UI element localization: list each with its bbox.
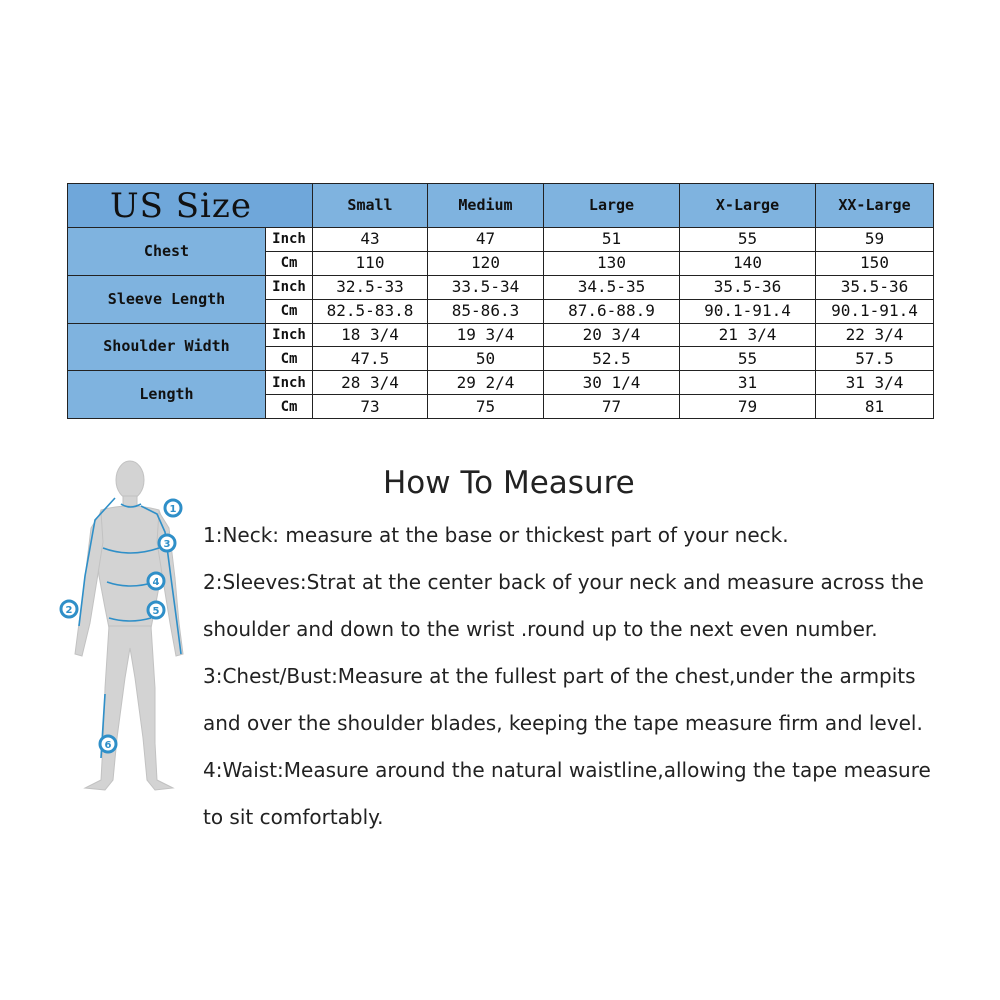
value-cell: 81: [816, 395, 934, 419]
value-cell: 18 3/4: [313, 323, 428, 347]
table-row: [68, 371, 934, 395]
value-cell: 29 2/4: [428, 371, 544, 395]
value-cell: 87.6-88.9: [544, 299, 680, 323]
value-cell: 77: [544, 395, 680, 419]
value-cell: 59: [816, 228, 934, 252]
value-cell: 30 1/4: [544, 371, 680, 395]
row-label-shoulder-width: Shoulder Width: [68, 323, 266, 371]
value-cell: 28 3/4: [313, 371, 428, 395]
table-row: [68, 275, 934, 299]
marker-3-label: 3: [163, 539, 171, 550]
size-header-small: Small: [313, 184, 428, 228]
size-header-medium: Medium: [428, 184, 544, 228]
unit-cell: Cm: [266, 251, 313, 275]
marker-4-label: 4: [152, 577, 160, 588]
section-title: How To Measure: [383, 465, 635, 501]
value-cell: 31 3/4: [816, 371, 934, 395]
value-cell: 34.5-35: [544, 275, 680, 299]
instruction-line: to sit comfortably.: [203, 805, 384, 829]
unit-cell: Inch: [266, 371, 313, 395]
row-label-chest: Chest: [68, 228, 266, 276]
value-cell: 20 3/4: [544, 323, 680, 347]
value-cell: 85-86.3: [428, 299, 544, 323]
value-cell: 130: [544, 251, 680, 275]
table-row: [68, 323, 934, 347]
value-cell: 47: [428, 228, 544, 252]
instruction-line: 2:Sleeves:Strat at the center back of your neck and measure across the: [203, 570, 924, 594]
instruction-line: 1:Neck: measure at the base or thickest part of your neck.: [203, 523, 789, 547]
size-header-x-large: X-Large: [680, 184, 816, 228]
unit-cell: Inch: [266, 275, 313, 299]
unit-cell: Cm: [266, 347, 313, 371]
value-cell: 35.5-36: [680, 275, 816, 299]
size-chart-table: [67, 183, 933, 419]
instruction-line: 4:Waist:Measure around the natural waistline,allowing the tape measure: [203, 758, 931, 782]
value-cell: 22 3/4: [816, 323, 934, 347]
value-cell: 32.5-33: [313, 275, 428, 299]
unit-cell: Cm: [266, 299, 313, 323]
human-body-measurement-figure-icon: [55, 458, 195, 798]
value-cell: 90.1-91.4: [680, 299, 816, 323]
row-label-length: Length: [68, 371, 266, 419]
value-cell: 55: [680, 228, 816, 252]
value-cell: 75: [428, 395, 544, 419]
marker-6-label: 6: [104, 740, 112, 751]
marker-2-label: 2: [65, 605, 73, 616]
value-cell: 57.5: [816, 347, 934, 371]
size-header-xx-large: XX-Large: [816, 184, 934, 228]
value-cell: 43: [313, 228, 428, 252]
value-cell: 150: [816, 251, 934, 275]
instruction-line: and over the shoulder blades, keeping the tape measure firm and level.: [203, 711, 923, 735]
marker-1-label: 1: [169, 504, 177, 515]
unit-cell: Inch: [266, 323, 313, 347]
value-cell: 50: [428, 347, 544, 371]
value-cell: 110: [313, 251, 428, 275]
value-cell: 90.1-91.4: [816, 299, 934, 323]
row-label-sleeve-length: Sleeve Length: [68, 275, 266, 323]
marker-5-label: 5: [152, 606, 160, 617]
table-row: [68, 228, 934, 252]
instruction-line: shoulder and down to the wrist .round up to the next even number.: [203, 617, 878, 641]
value-cell: 31: [680, 371, 816, 395]
value-cell: 51: [544, 228, 680, 252]
value-cell: 35.5-36: [816, 275, 934, 299]
value-cell: 19 3/4: [428, 323, 544, 347]
size-header-large: Large: [544, 184, 680, 228]
value-cell: 73: [313, 395, 428, 419]
value-cell: 55: [680, 347, 816, 371]
value-cell: 47.5: [313, 347, 428, 371]
value-cell: 33.5-34: [428, 275, 544, 299]
value-cell: 52.5: [544, 347, 680, 371]
value-cell: 21 3/4: [680, 323, 816, 347]
value-cell: 79: [680, 395, 816, 419]
value-cell: 82.5-83.8: [313, 299, 428, 323]
value-cell: 120: [428, 251, 544, 275]
unit-cell: Cm: [266, 395, 313, 419]
instruction-line: 3:Chest/Bust:Measure at the fullest part of the chest,under the armpits: [203, 664, 916, 688]
unit-cell: Inch: [266, 228, 313, 252]
value-cell: 140: [680, 251, 816, 275]
table-title: US Size: [68, 184, 313, 228]
